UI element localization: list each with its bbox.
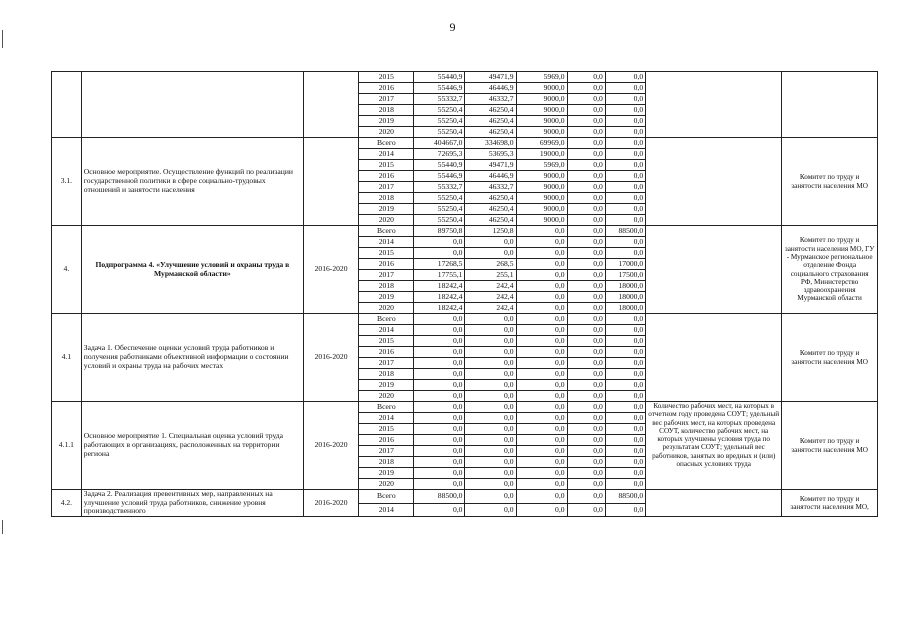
row-number: 4. bbox=[52, 226, 82, 314]
federal-budget-cell: 9000,0 bbox=[516, 182, 567, 193]
regional-budget-cell: 0,0 bbox=[465, 325, 516, 336]
total-cell: 18242,4 bbox=[414, 303, 465, 314]
regional-budget-cell: 0,0 bbox=[465, 413, 516, 424]
total-cell: 55250,4 bbox=[414, 105, 465, 116]
regional-budget-cell: 0,0 bbox=[465, 336, 516, 347]
regional-budget-cell: 0,0 bbox=[465, 424, 516, 435]
total-cell: 55440,9 bbox=[414, 72, 465, 83]
extra-budget-cell: 0,0 bbox=[605, 94, 645, 105]
year-cell: 2017 bbox=[359, 446, 414, 457]
extra-budget-cell: 0,0 bbox=[605, 391, 645, 402]
regional-budget-cell: 242,4 bbox=[465, 292, 516, 303]
local-budget-cell: 0,0 bbox=[567, 72, 605, 83]
responsible-executor: Комитет по труду и занятости населения МО, bbox=[782, 490, 878, 517]
federal-budget-cell: 0,0 bbox=[516, 237, 567, 248]
local-budget-cell: 0,0 bbox=[567, 116, 605, 127]
year-cell: Всего bbox=[359, 138, 414, 149]
local-budget-cell: 0,0 bbox=[567, 160, 605, 171]
total-cell: 55332,7 bbox=[414, 94, 465, 105]
federal-budget-cell: 0,0 bbox=[516, 292, 567, 303]
local-budget-cell: 0,0 bbox=[567, 171, 605, 182]
total-cell: 55446,9 bbox=[414, 171, 465, 182]
total-cell: 18242,4 bbox=[414, 292, 465, 303]
extra-budget-cell: 0,0 bbox=[605, 503, 645, 517]
federal-budget-cell: 0,0 bbox=[516, 402, 567, 413]
year-cell: 2018 bbox=[359, 193, 414, 204]
regional-budget-cell: 0,0 bbox=[465, 358, 516, 369]
total-cell: 0,0 bbox=[414, 358, 465, 369]
regional-budget-cell: 1250,8 bbox=[465, 226, 516, 237]
total-cell: 0,0 bbox=[414, 347, 465, 358]
local-budget-cell: 0,0 bbox=[567, 83, 605, 94]
federal-budget-cell: 5969,0 bbox=[516, 160, 567, 171]
table-row bbox=[52, 402, 878, 413]
regional-budget-cell: 53695,3 bbox=[465, 149, 516, 160]
total-cell: 0,0 bbox=[414, 336, 465, 347]
year-cell: 2015 bbox=[359, 160, 414, 171]
extra-budget-cell: 0,0 bbox=[605, 347, 645, 358]
implementation-period: 2016-2020 bbox=[303, 402, 358, 490]
regional-budget-cell: 0,0 bbox=[465, 314, 516, 325]
extra-budget-cell: 0,0 bbox=[605, 380, 645, 391]
regional-budget-cell: 0,0 bbox=[465, 248, 516, 259]
federal-budget-cell: 0,0 bbox=[516, 358, 567, 369]
year-cell: 2016 bbox=[359, 259, 414, 270]
federal-budget-cell: 0,0 bbox=[516, 259, 567, 270]
total-cell: 0,0 bbox=[414, 479, 465, 490]
regional-budget-cell: 0,0 bbox=[465, 380, 516, 391]
year-cell: 2020 bbox=[359, 479, 414, 490]
local-budget-cell: 0,0 bbox=[567, 303, 605, 314]
total-cell: 0,0 bbox=[414, 446, 465, 457]
regional-budget-cell: 0,0 bbox=[465, 369, 516, 380]
local-budget-cell: 0,0 bbox=[567, 380, 605, 391]
local-budget-cell: 0,0 bbox=[567, 193, 605, 204]
local-budget-cell: 0,0 bbox=[567, 94, 605, 105]
extra-budget-cell: 0,0 bbox=[605, 127, 645, 138]
regional-budget-cell: 0,0 bbox=[465, 468, 516, 479]
year-cell: 2016 bbox=[359, 171, 414, 182]
federal-budget-cell: 9000,0 bbox=[516, 215, 567, 226]
year-cell: 2015 bbox=[359, 72, 414, 83]
federal-budget-cell: 0,0 bbox=[516, 457, 567, 468]
local-budget-cell: 0,0 bbox=[567, 248, 605, 259]
scan-edge-mark bbox=[2, 30, 3, 48]
extra-budget-cell: 0,0 bbox=[605, 358, 645, 369]
regional-budget-cell: 46446,9 bbox=[465, 83, 516, 94]
regional-budget-cell: 0,0 bbox=[465, 237, 516, 248]
local-budget-cell: 0,0 bbox=[567, 281, 605, 292]
year-cell: 2018 bbox=[359, 369, 414, 380]
performance-indicator bbox=[646, 314, 782, 402]
extra-budget-cell: 0,0 bbox=[605, 336, 645, 347]
federal-budget-cell: 0,0 bbox=[516, 314, 567, 325]
total-cell: 55250,4 bbox=[414, 204, 465, 215]
total-cell: 17268,5 bbox=[414, 259, 465, 270]
total-cell: 0,0 bbox=[414, 237, 465, 248]
local-budget-cell: 0,0 bbox=[567, 149, 605, 160]
local-budget-cell: 0,0 bbox=[567, 292, 605, 303]
responsible-executor bbox=[782, 72, 878, 138]
extra-budget-cell: 0,0 bbox=[605, 468, 645, 479]
year-cell: 2015 bbox=[359, 248, 414, 259]
year-cell: 2019 bbox=[359, 380, 414, 391]
activity-name: Задача 2. Реализация превентивных мер, направленных на улучшение условий труда работников, снижение уровня производственного bbox=[81, 490, 303, 517]
year-cell: 2018 bbox=[359, 281, 414, 292]
local-budget-cell: 0,0 bbox=[567, 182, 605, 193]
year-cell: 2014 bbox=[359, 325, 414, 336]
local-budget-cell: 0,0 bbox=[567, 138, 605, 149]
local-budget-cell: 0,0 bbox=[567, 369, 605, 380]
extra-budget-cell: 0,0 bbox=[605, 160, 645, 171]
year-cell: 2017 bbox=[359, 182, 414, 193]
implementation-period: 2016-2020 bbox=[303, 226, 358, 314]
year-cell: 2020 bbox=[359, 391, 414, 402]
local-budget-cell: 0,0 bbox=[567, 237, 605, 248]
extra-budget-cell: 0,0 bbox=[605, 182, 645, 193]
local-budget-cell: 0,0 bbox=[567, 503, 605, 517]
table-row bbox=[52, 226, 878, 237]
federal-budget-cell: 0,0 bbox=[516, 503, 567, 517]
total-cell: 0,0 bbox=[414, 248, 465, 259]
local-budget-cell: 0,0 bbox=[567, 259, 605, 270]
row-number bbox=[52, 72, 82, 138]
federal-budget-cell: 0,0 bbox=[516, 347, 567, 358]
federal-budget-cell: 0,0 bbox=[516, 303, 567, 314]
total-cell: 18242,4 bbox=[414, 281, 465, 292]
extra-budget-cell: 0,0 bbox=[605, 457, 645, 468]
federal-budget-cell: 0,0 bbox=[516, 281, 567, 292]
extra-budget-cell: 0,0 bbox=[605, 424, 645, 435]
activity-name: Основное мероприятие. Осуществление функций по реализации государственной политики в сфере социально-трудовых отношений и занятости населения bbox=[81, 138, 303, 226]
total-cell: 0,0 bbox=[414, 369, 465, 380]
year-cell: Всего bbox=[359, 226, 414, 237]
extra-budget-cell: 0,0 bbox=[605, 325, 645, 336]
total-cell: 17755,1 bbox=[414, 270, 465, 281]
regional-budget-cell: 0,0 bbox=[465, 347, 516, 358]
table-row bbox=[52, 314, 878, 325]
federal-budget-cell: 5969,0 bbox=[516, 72, 567, 83]
federal-budget-cell: 0,0 bbox=[516, 380, 567, 391]
regional-budget-cell: 0,0 bbox=[465, 446, 516, 457]
responsible-executor: Комитет по труду и занятости населения МО bbox=[782, 314, 878, 402]
extra-budget-cell: 0,0 bbox=[605, 435, 645, 446]
federal-budget-cell: 0,0 bbox=[516, 435, 567, 446]
extra-budget-cell: 0,0 bbox=[605, 171, 645, 182]
local-budget-cell: 0,0 bbox=[567, 204, 605, 215]
activity-name: Задача 1. Обеспечение оценки условий труда работников и получения работниками объективной информации о состоянии условий и охраны труда на рабочих местах bbox=[81, 314, 303, 402]
total-cell: 55332,7 bbox=[414, 182, 465, 193]
implementation-period: 2016-2020 bbox=[303, 314, 358, 402]
local-budget-cell: 0,0 bbox=[567, 215, 605, 226]
total-cell: 55250,4 bbox=[414, 193, 465, 204]
table-row bbox=[52, 72, 878, 83]
year-cell: 2019 bbox=[359, 204, 414, 215]
year-cell: 2016 bbox=[359, 347, 414, 358]
federal-budget-cell: 0,0 bbox=[516, 468, 567, 479]
local-budget-cell: 0,0 bbox=[567, 446, 605, 457]
performance-indicator: Количество рабочих мест, на которых в отчетном году проведена СОУТ; удельный вес рабочих мест, на которых проведена СОУТ, количество рабочих мест, на которых улучшены условия труда по результатам СОУТ; удельный вес работников, занятых во вредных и (или) опасных условиях труда bbox=[646, 402, 782, 490]
extra-budget-cell: 0,0 bbox=[605, 138, 645, 149]
extra-budget-cell: 0,0 bbox=[605, 215, 645, 226]
year-cell: 2020 bbox=[359, 303, 414, 314]
row-number: 4.2. bbox=[52, 490, 82, 517]
federal-budget-cell: 9000,0 bbox=[516, 204, 567, 215]
regional-budget-cell: 46446,9 bbox=[465, 171, 516, 182]
activity-name: Подпрограмма 4. «Улучшение условий и охраны труда в Мурманской области» bbox=[81, 226, 303, 314]
extra-budget-cell: 0,0 bbox=[605, 369, 645, 380]
total-cell: 0,0 bbox=[414, 503, 465, 517]
total-cell: 0,0 bbox=[414, 468, 465, 479]
regional-budget-cell: 334698,0 bbox=[465, 138, 516, 149]
total-cell: 0,0 bbox=[414, 424, 465, 435]
local-budget-cell: 0,0 bbox=[567, 413, 605, 424]
federal-budget-cell: 9000,0 bbox=[516, 83, 567, 94]
federal-budget-cell: 0,0 bbox=[516, 391, 567, 402]
federal-budget-cell: 0,0 bbox=[516, 479, 567, 490]
implementation-period: 2016-2020 bbox=[303, 490, 358, 517]
regional-budget-cell: 255,1 bbox=[465, 270, 516, 281]
total-cell: 0,0 bbox=[414, 325, 465, 336]
row-number: 3.1. bbox=[52, 138, 82, 226]
regional-budget-cell: 46250,4 bbox=[465, 116, 516, 127]
row-number: 4.1 bbox=[52, 314, 82, 402]
total-cell: 0,0 bbox=[414, 391, 465, 402]
regional-budget-cell: 242,4 bbox=[465, 281, 516, 292]
performance-indicator bbox=[646, 138, 782, 226]
federal-budget-cell: 0,0 bbox=[516, 226, 567, 237]
year-cell: 2017 bbox=[359, 94, 414, 105]
year-cell: Всего bbox=[359, 402, 414, 413]
regional-budget-cell: 49471,9 bbox=[465, 160, 516, 171]
local-budget-cell: 0,0 bbox=[567, 314, 605, 325]
local-budget-cell: 0,0 bbox=[567, 358, 605, 369]
activity-name bbox=[81, 72, 303, 138]
total-cell: 0,0 bbox=[414, 314, 465, 325]
total-cell: 88500,0 bbox=[414, 490, 465, 504]
extra-budget-cell: 0,0 bbox=[605, 413, 645, 424]
year-cell: Всего bbox=[359, 490, 414, 504]
local-budget-cell: 0,0 bbox=[567, 325, 605, 336]
total-cell: 89750,8 bbox=[414, 226, 465, 237]
year-cell: 2014 bbox=[359, 149, 414, 160]
regional-budget-cell: 46250,4 bbox=[465, 105, 516, 116]
total-cell: 0,0 bbox=[414, 413, 465, 424]
responsible-executor: Комитет по труду и занятости населения МО bbox=[782, 402, 878, 490]
local-budget-cell: 0,0 bbox=[567, 435, 605, 446]
year-cell: 2020 bbox=[359, 215, 414, 226]
year-cell: 2014 bbox=[359, 237, 414, 248]
federal-budget-cell: 0,0 bbox=[516, 490, 567, 504]
regional-budget-cell: 46250,4 bbox=[465, 204, 516, 215]
federal-budget-cell: 9000,0 bbox=[516, 105, 567, 116]
total-cell: 55250,4 bbox=[414, 127, 465, 138]
extra-budget-cell: 0,0 bbox=[605, 83, 645, 94]
total-cell: 72695,3 bbox=[414, 149, 465, 160]
federal-budget-cell: 9000,0 bbox=[516, 193, 567, 204]
total-cell: 404667,0 bbox=[414, 138, 465, 149]
regional-budget-cell: 46332,7 bbox=[465, 182, 516, 193]
total-cell: 55250,4 bbox=[414, 116, 465, 127]
year-cell: 2020 bbox=[359, 127, 414, 138]
federal-budget-cell: 69969,0 bbox=[516, 138, 567, 149]
federal-budget-cell: 9000,0 bbox=[516, 94, 567, 105]
year-cell: 2018 bbox=[359, 105, 414, 116]
federal-budget-cell: 9000,0 bbox=[516, 116, 567, 127]
regional-budget-cell: 46250,4 bbox=[465, 193, 516, 204]
year-cell: 2019 bbox=[359, 292, 414, 303]
extra-budget-cell: 17500,0 bbox=[605, 270, 645, 281]
activity-name: Основное мероприятие 1. Специальная оценка условий труда работающих в организациях, расположенных на территории региона bbox=[81, 402, 303, 490]
regional-budget-cell: 0,0 bbox=[465, 503, 516, 517]
extra-budget-cell: 0,0 bbox=[605, 116, 645, 127]
federal-budget-cell: 0,0 bbox=[516, 446, 567, 457]
performance-indicator bbox=[646, 490, 782, 517]
local-budget-cell: 0,0 bbox=[567, 424, 605, 435]
federal-budget-cell: 9000,0 bbox=[516, 171, 567, 182]
extra-budget-cell: 0,0 bbox=[605, 72, 645, 83]
local-budget-cell: 0,0 bbox=[567, 479, 605, 490]
total-cell: 55446,9 bbox=[414, 83, 465, 94]
year-cell: 2018 bbox=[359, 457, 414, 468]
federal-budget-cell: 0,0 bbox=[516, 336, 567, 347]
year-cell: 2017 bbox=[359, 270, 414, 281]
performance-indicator bbox=[646, 226, 782, 314]
regional-budget-cell: 0,0 bbox=[465, 479, 516, 490]
extra-budget-cell: 0,0 bbox=[605, 402, 645, 413]
federal-budget-cell: 0,0 bbox=[516, 369, 567, 380]
extra-budget-cell: 18000,0 bbox=[605, 292, 645, 303]
total-cell: 0,0 bbox=[414, 380, 465, 391]
regional-budget-cell: 242,4 bbox=[465, 303, 516, 314]
regional-budget-cell: 46250,4 bbox=[465, 215, 516, 226]
regional-budget-cell: 49471,9 bbox=[465, 72, 516, 83]
year-cell: 2016 bbox=[359, 435, 414, 446]
implementation-period bbox=[303, 72, 358, 138]
regional-budget-cell: 46332,7 bbox=[465, 94, 516, 105]
extra-budget-cell: 17000,0 bbox=[605, 259, 645, 270]
extra-budget-cell: 0,0 bbox=[605, 446, 645, 457]
year-cell: 2014 bbox=[359, 503, 414, 517]
local-budget-cell: 0,0 bbox=[567, 391, 605, 402]
year-cell: Всего bbox=[359, 314, 414, 325]
federal-budget-cell: 0,0 bbox=[516, 270, 567, 281]
total-cell: 0,0 bbox=[414, 457, 465, 468]
extra-budget-cell: 0,0 bbox=[605, 314, 645, 325]
total-cell: 0,0 bbox=[414, 435, 465, 446]
regional-budget-cell: 268,5 bbox=[465, 259, 516, 270]
year-cell: 2015 bbox=[359, 424, 414, 435]
table-row bbox=[52, 490, 878, 504]
regional-budget-cell: 0,0 bbox=[465, 402, 516, 413]
total-cell: 55440,9 bbox=[414, 160, 465, 171]
local-budget-cell: 0,0 bbox=[567, 347, 605, 358]
table-row bbox=[52, 138, 878, 149]
year-cell: 2014 bbox=[359, 413, 414, 424]
scan-edge-mark bbox=[2, 520, 3, 534]
implementation-period bbox=[303, 138, 358, 226]
local-budget-cell: 0,0 bbox=[567, 468, 605, 479]
year-cell: 2019 bbox=[359, 116, 414, 127]
extra-budget-cell: 0,0 bbox=[605, 193, 645, 204]
total-cell: 0,0 bbox=[414, 402, 465, 413]
federal-budget-cell: 0,0 bbox=[516, 248, 567, 259]
year-cell: 2016 bbox=[359, 83, 414, 94]
year-cell: 2017 bbox=[359, 358, 414, 369]
extra-budget-cell: 0,0 bbox=[605, 237, 645, 248]
local-budget-cell: 0,0 bbox=[567, 336, 605, 347]
responsible-executor: Комитет по труду и занятости населения МО, ГУ - Мурманское региональное отделение Фонда социального страхования РФ, Министерство здравоохранения Мурманской области bbox=[782, 226, 878, 314]
extra-budget-cell: 0,0 bbox=[605, 248, 645, 259]
regional-budget-cell: 0,0 bbox=[465, 457, 516, 468]
local-budget-cell: 0,0 bbox=[567, 270, 605, 281]
local-budget-cell: 0,0 bbox=[567, 457, 605, 468]
regional-budget-cell: 0,0 bbox=[465, 435, 516, 446]
local-budget-cell: 0,0 bbox=[567, 402, 605, 413]
performance-indicator bbox=[646, 72, 782, 138]
federal-budget-cell: 9000,0 bbox=[516, 127, 567, 138]
program-funding-table bbox=[51, 71, 878, 517]
page-number: 9 bbox=[449, 20, 456, 34]
federal-budget-cell: 0,0 bbox=[516, 413, 567, 424]
row-number: 4.1.1 bbox=[52, 402, 82, 490]
regional-budget-cell: 0,0 bbox=[465, 490, 516, 504]
federal-budget-cell: 0,0 bbox=[516, 424, 567, 435]
extra-budget-cell: 0,0 bbox=[605, 149, 645, 160]
extra-budget-cell: 88500,0 bbox=[605, 490, 645, 504]
year-cell: 2019 bbox=[359, 468, 414, 479]
extra-budget-cell: 0,0 bbox=[605, 204, 645, 215]
federal-budget-cell: 19000,0 bbox=[516, 149, 567, 160]
total-cell: 55250,4 bbox=[414, 215, 465, 226]
regional-budget-cell: 0,0 bbox=[465, 391, 516, 402]
extra-budget-cell: 18000,0 bbox=[605, 281, 645, 292]
extra-budget-cell: 88500,0 bbox=[605, 226, 645, 237]
regional-budget-cell: 46250,4 bbox=[465, 127, 516, 138]
local-budget-cell: 0,0 bbox=[567, 490, 605, 504]
extra-budget-cell: 18000,0 bbox=[605, 303, 645, 314]
local-budget-cell: 0,0 bbox=[567, 105, 605, 116]
federal-budget-cell: 0,0 bbox=[516, 325, 567, 336]
responsible-executor: Комитет по труду и занятости населения МО bbox=[782, 138, 878, 226]
local-budget-cell: 0,0 bbox=[567, 127, 605, 138]
year-cell: 2015 bbox=[359, 336, 414, 347]
local-budget-cell: 0,0 bbox=[567, 226, 605, 237]
extra-budget-cell: 0,0 bbox=[605, 479, 645, 490]
extra-budget-cell: 0,0 bbox=[605, 105, 645, 116]
